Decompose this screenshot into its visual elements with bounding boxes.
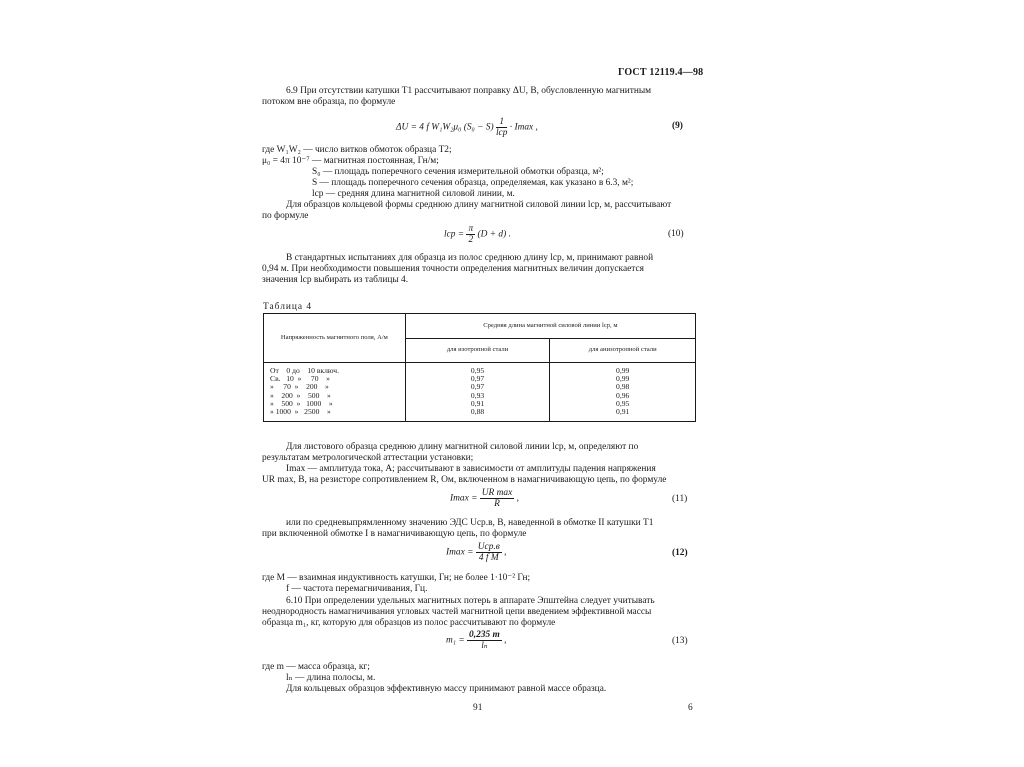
sheet-paragraph-6: при включенной обмотке I в намагничивающую цепь, по формуле [262,529,527,539]
formula-10-left: lср = [444,229,467,240]
formula-11-left: Imax = [450,493,480,504]
table-4-header-field: Напряженность магнитного поля, А/м [264,314,406,363]
section-6-10-paragraph-5: lₙ — длина полосы, м. [286,673,376,683]
formula-10-fraction [466,224,475,245]
where-line-5: lср — средняя длина магнитной силовой линии, м. [312,189,515,199]
sheet-paragraph-2: результатам метрологической аттестации установки; [262,453,474,463]
formula-10-num: π [468,224,474,234]
formula-10 [444,224,511,245]
sheet-paragraph-7: где M — взаимная индуктивность катушки, Гн; не более 1·10⁻² Гн; [262,573,531,583]
sheet-paragraph-1: Для листового образца среднюю длину магнитной силовой линии lср, м, определяют по [286,442,639,452]
formula-9 [396,117,538,138]
formula-10-tail: (D + d) . [475,229,511,240]
where-line-4: S — площадь поперечного сечения образца, определяемая, как указано в 6.3, м²; [312,178,634,188]
strip-paragraph-2: 0,94 м. При необходимости повышения точности определения магнитных величин допускается [262,264,644,274]
formula-12-fraction [476,542,502,563]
table-4-isotropic-values [405,363,550,422]
section-6-10-paragraph-2: неоднородность намагничивания угловых частей магнитной цепи введением эффективной массы [262,607,652,617]
strip-paragraph-1: В стандартных испытаниях для образца из полос среднюю длину lср, м, принимают равной [286,253,654,263]
sheet-paragraph-8: f — частота перемагничивания, Гц. [286,584,428,594]
table-cell: 0,93 [470,390,485,400]
section-6-10-paragraph-4: где m — масса образца, кг; [262,662,370,672]
strip-paragraph-3: значения lср выбирать из таблицы 4. [262,275,409,285]
equation-number-13: (13) [672,636,688,646]
table-cell: 0,91 [616,406,630,416]
table-cell: Св. 10 » 70 » [270,374,330,384]
formula-11-fraction [480,488,514,509]
formula-9-left: ΔU = 4 f W₁W₂μ₀ (S₀ − S) [396,122,496,133]
table-cell: 0,96 [616,390,630,400]
formula-12-left: Imax = [446,547,476,558]
table-4-header-anisotropic: для анизотропной стали [550,339,696,363]
table-cell: 0,95 [470,366,485,375]
page-number-left: 91 [473,703,483,713]
table-cell: » 70 » 200 » [270,382,329,392]
table-4-ranges [264,363,406,422]
table-cell: 0,99 [616,374,630,384]
table-cell: 0,98 [616,382,630,392]
formula-13-fraction [467,630,502,651]
table-4-header-group: Средняя длина магнитной силовой линии lср, м [405,314,695,339]
page-number-right: 6 [688,703,693,713]
section-6-9-lead: 6.9 При отсутствии катушки T1 рассчитывают поправку ΔU, В, обусловленную магнитным [286,86,652,96]
table-4 [263,313,696,422]
table-cell: 0,97 [470,382,485,392]
sheet-paragraph-4: UR max, В, на резисторе сопротивлением R, Ом, включенном в намагничивающую цепь, по формуле [262,475,667,485]
sheet-paragraph-5: или по средневыпрямленному значению ЭДС Uср.в, В, наведенной в обмотке II катушки T1 [286,518,654,528]
table-cell: 0,95 [616,398,630,408]
table-4-anisotropic-values [550,363,696,422]
sheet-paragraph-3: Imax — амплитуда тока, А; рассчитывают в зависимости от амплитуды падения напряжения [286,464,656,474]
section-6-10-paragraph-6: Для кольцевых образцов эффективную массу принимают равной массе образца. [286,684,607,694]
section-6-10-paragraph-3: образца m₁, кг, которую для образцов из полос рассчитывают по формуле [262,618,556,628]
table-cell: » 1000 » 2500 » [270,406,331,416]
table-cell: 0,91 [470,398,485,408]
equation-number-12: (12) [672,548,688,558]
section-6-9-cont: потоком вне образца, по формуле [262,97,396,107]
where-line-2: μ₀ = 4π 10⁻⁷ — магнитная постоянная, Гн/м; [262,156,439,166]
formula-9-fraction [496,117,507,138]
table-cell: » 200 » 500 » [270,390,331,400]
formula-13-num: 0,235 m [469,630,500,640]
section-6-10-paragraph-1: 6.10 При определении удельных магнитных потерь в аппарате Эпштейна следует учитывать [286,596,655,606]
formula-9-tail: · Imax , [507,122,538,133]
formula-12-num: Uср.в [477,542,500,552]
formula-12-tail: , [501,547,507,558]
where-line-1: где W₁W₂ — число витков обмоток образца T2; [262,145,452,155]
table-4-caption: Таблица 4 [263,302,313,312]
equation-number-9: (9) [672,121,683,131]
standard-header: ГОСТ 12119.4—98 [618,67,704,78]
where-line-3: S₀ — площадь поперечного сечения измерительной обмотки образца, м²; [312,167,604,177]
table-row [264,363,696,422]
table-4-header-isotropic: для изотропной стали [405,339,550,363]
ring-paragraph-1: Для образцов кольцевой формы среднюю длину магнитной силовой линии lср, м, рассчитывают [286,200,672,210]
equation-number-10: (10) [668,229,684,239]
formula-13-left: m₁ = [446,635,468,646]
formula-11-tail: , [514,493,519,504]
table-cell: От 0 до 10 включ. [270,366,340,375]
table-cell: 0,97 [470,374,485,384]
formula-10-den: 2 [468,235,474,245]
table-cell: » 500 » 1000 » [270,398,333,408]
formula-12-den: 4 f M [478,553,499,563]
ring-paragraph-2: по формуле [262,211,309,221]
formula-12 [446,542,507,563]
formula-13-tail: , [501,635,507,646]
equation-number-11: (11) [672,494,688,504]
formula-9-den: lср [495,128,508,138]
formula-11-num: UR max [481,488,513,498]
formula-13 [446,630,506,651]
formula-9-num: 1 [496,117,507,128]
formula-11 [450,488,519,509]
formula-13-den: lₙ [481,641,488,651]
table-cell: 0,88 [470,406,485,416]
table-cell: 0,99 [616,366,630,375]
formula-11-den: R [494,499,500,509]
